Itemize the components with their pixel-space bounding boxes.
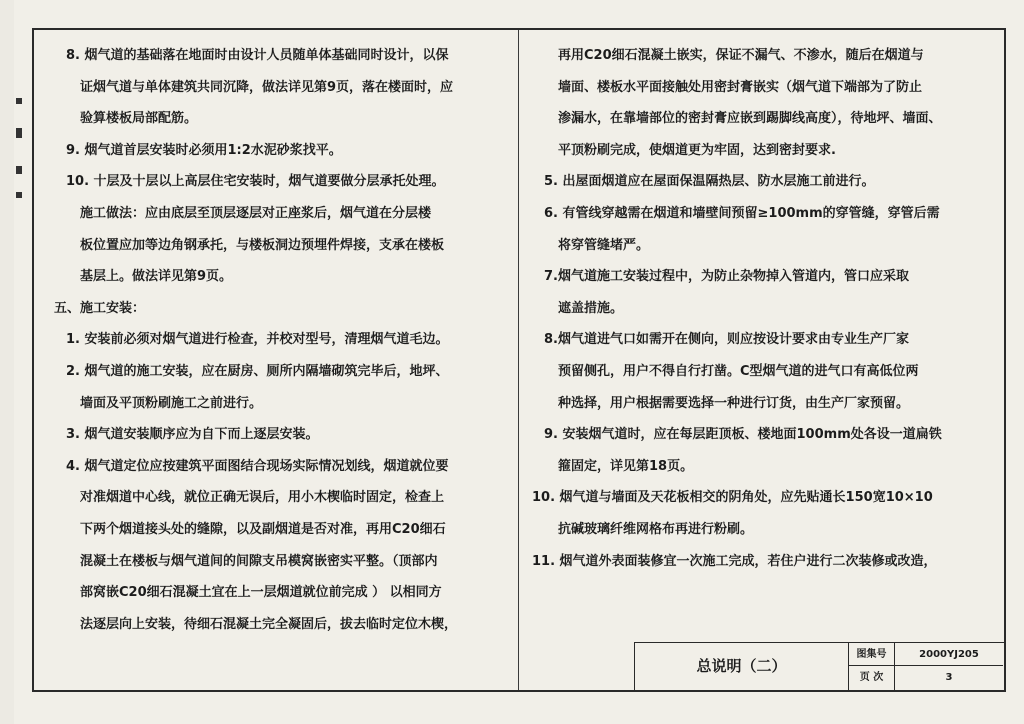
- text-line: 再用C20细石混凝土嵌实，保证不漏气、不渗水，随后在烟道与: [558, 48, 924, 63]
- text-line: 3. 烟气道安装顺序应为自下而上逐层安装。: [66, 427, 319, 443]
- text-line: 将穿管缝堵严。: [558, 237, 650, 253]
- text-line: 平顶粉刷完成，使烟道更为牢固，达到密封要求.: [558, 142, 836, 158]
- binding-mark: [16, 128, 22, 138]
- text-line: 板位置应加等边角钢承托，与楼板洞边预埋件焊接，支承在楼板: [80, 237, 445, 253]
- text-line: 下两个烟道接头处的缝隙，以及副烟道是否对准，再用C20细石: [80, 521, 446, 537]
- text-line: 9. 烟气道首层安装时必须用1:2水泥砂浆找平。: [66, 142, 342, 158]
- binding-mark: [16, 192, 22, 198]
- text-line: 部窝嵌C20细石混凝土宜在上一层烟道就位前完成 ） 以相同方: [80, 585, 442, 601]
- text-line: 施工做法：应由底层至顶层逐层对正座浆后，烟气道在分层楼: [80, 205, 432, 221]
- text-line: 抗碱玻璃纤维网格布再进行粉刷。: [558, 521, 754, 537]
- binding-mark: [16, 166, 22, 174]
- text-line: 墙面、楼板水平面接触处用密封膏嵌实（烟气道下端部为了防止: [558, 79, 923, 95]
- document-page: [14, 0, 1024, 724]
- text-line: 混凝土在楼板与烟气道间的间隙支吊模窝嵌密实平整。（顶部内: [80, 553, 438, 569]
- left-column: [54, 40, 510, 640]
- column-divider: [518, 30, 519, 690]
- text-line: 种选择，用户根据需要选择一种进行订货，由生产厂家预留。: [558, 395, 910, 411]
- text-line: 2. 烟气道的施工安装，应在厨房、厕所内隔墙砌筑完毕后，地坪、: [66, 363, 449, 379]
- atlas-number-value: 2000YJ205: [895, 643, 1003, 666]
- text-line: 4. 烟气道定位应按建筑平面图结合现场实际情况划线，烟道就位要: [66, 458, 449, 474]
- text-line: 1. 安装前必须对烟气道进行检查，并校对型号，清理烟气道毛边。: [66, 332, 449, 348]
- section-heading: 五、施工安装：: [54, 300, 146, 316]
- text-line: 渗漏水，在靠墙部位的密封膏应嵌到踢脚线高度），待地坪、墙面、: [558, 111, 942, 127]
- text-line: 7.烟气道施工安装过程中，为防止杂物掉入管道内，管口应采取: [544, 269, 909, 285]
- text-line: 8.烟气道进气口如需开在侧向，则应按设计要求由专业生产厂家: [544, 332, 909, 348]
- text-line: 证烟气道与单体建筑共同沉降，做法详见第9页，落在楼面时，应: [80, 79, 454, 95]
- text-line: 10. 烟气道与墙面及天花板相交的阴角处，应先贴通长150宽10×10: [532, 490, 933, 506]
- right-column: [532, 40, 988, 577]
- text-line: 预留侧孔，用户不得自行打凿。C型烟气道的进气口有高低位两: [558, 363, 919, 379]
- text-line: 验算楼板局部配筋。: [80, 111, 198, 127]
- text-line: 对准烟道中心线，就位正确无误后，用小木楔临时固定，检查上: [80, 490, 445, 506]
- title-block: [634, 642, 1004, 691]
- binding-mark: [16, 98, 22, 104]
- drawing-title: 总说明（二）: [635, 643, 849, 690]
- text-line: 墙面及平顶粉刷施工之前进行。: [80, 395, 263, 411]
- text-line: 10. 十层及十层以上高层住宅安装时，烟气道要做分层承托处理。: [66, 174, 445, 190]
- text-line: 基层上。做法详见第9页。: [80, 269, 233, 285]
- text-line: 5. 出屋面烟道应在屋面保温隔热层、防水层施工前进行。: [544, 174, 875, 190]
- text-line: 9. 安装烟气道时，应在每层距顶板、楼地面100mm处各设一道扁铁: [544, 427, 942, 443]
- text-line: 11. 烟气道外表面装修宜一次施工完成，若住户进行二次装修或改造，: [532, 553, 937, 569]
- page-number-value: 3: [945, 672, 953, 683]
- text-line: 箍固定，详见第18页。: [558, 458, 694, 474]
- atlas-number-label: 图集号: [849, 643, 895, 666]
- text-line: 6. 有管线穿越需在烟道和墙壁间预留≥100mm的穿管缝，穿管后需: [544, 205, 940, 221]
- page-number-label: 页 次: [849, 666, 895, 690]
- text-line: 法逐层向上安装，待细石混凝土完全凝固后，拔去临时定位木楔，: [80, 616, 458, 632]
- text-line: 遮盖措施。: [558, 300, 624, 316]
- text-line: 8. 烟气道的基础落在地面时由设计人员随单体基础同时设计，以保: [66, 48, 449, 63]
